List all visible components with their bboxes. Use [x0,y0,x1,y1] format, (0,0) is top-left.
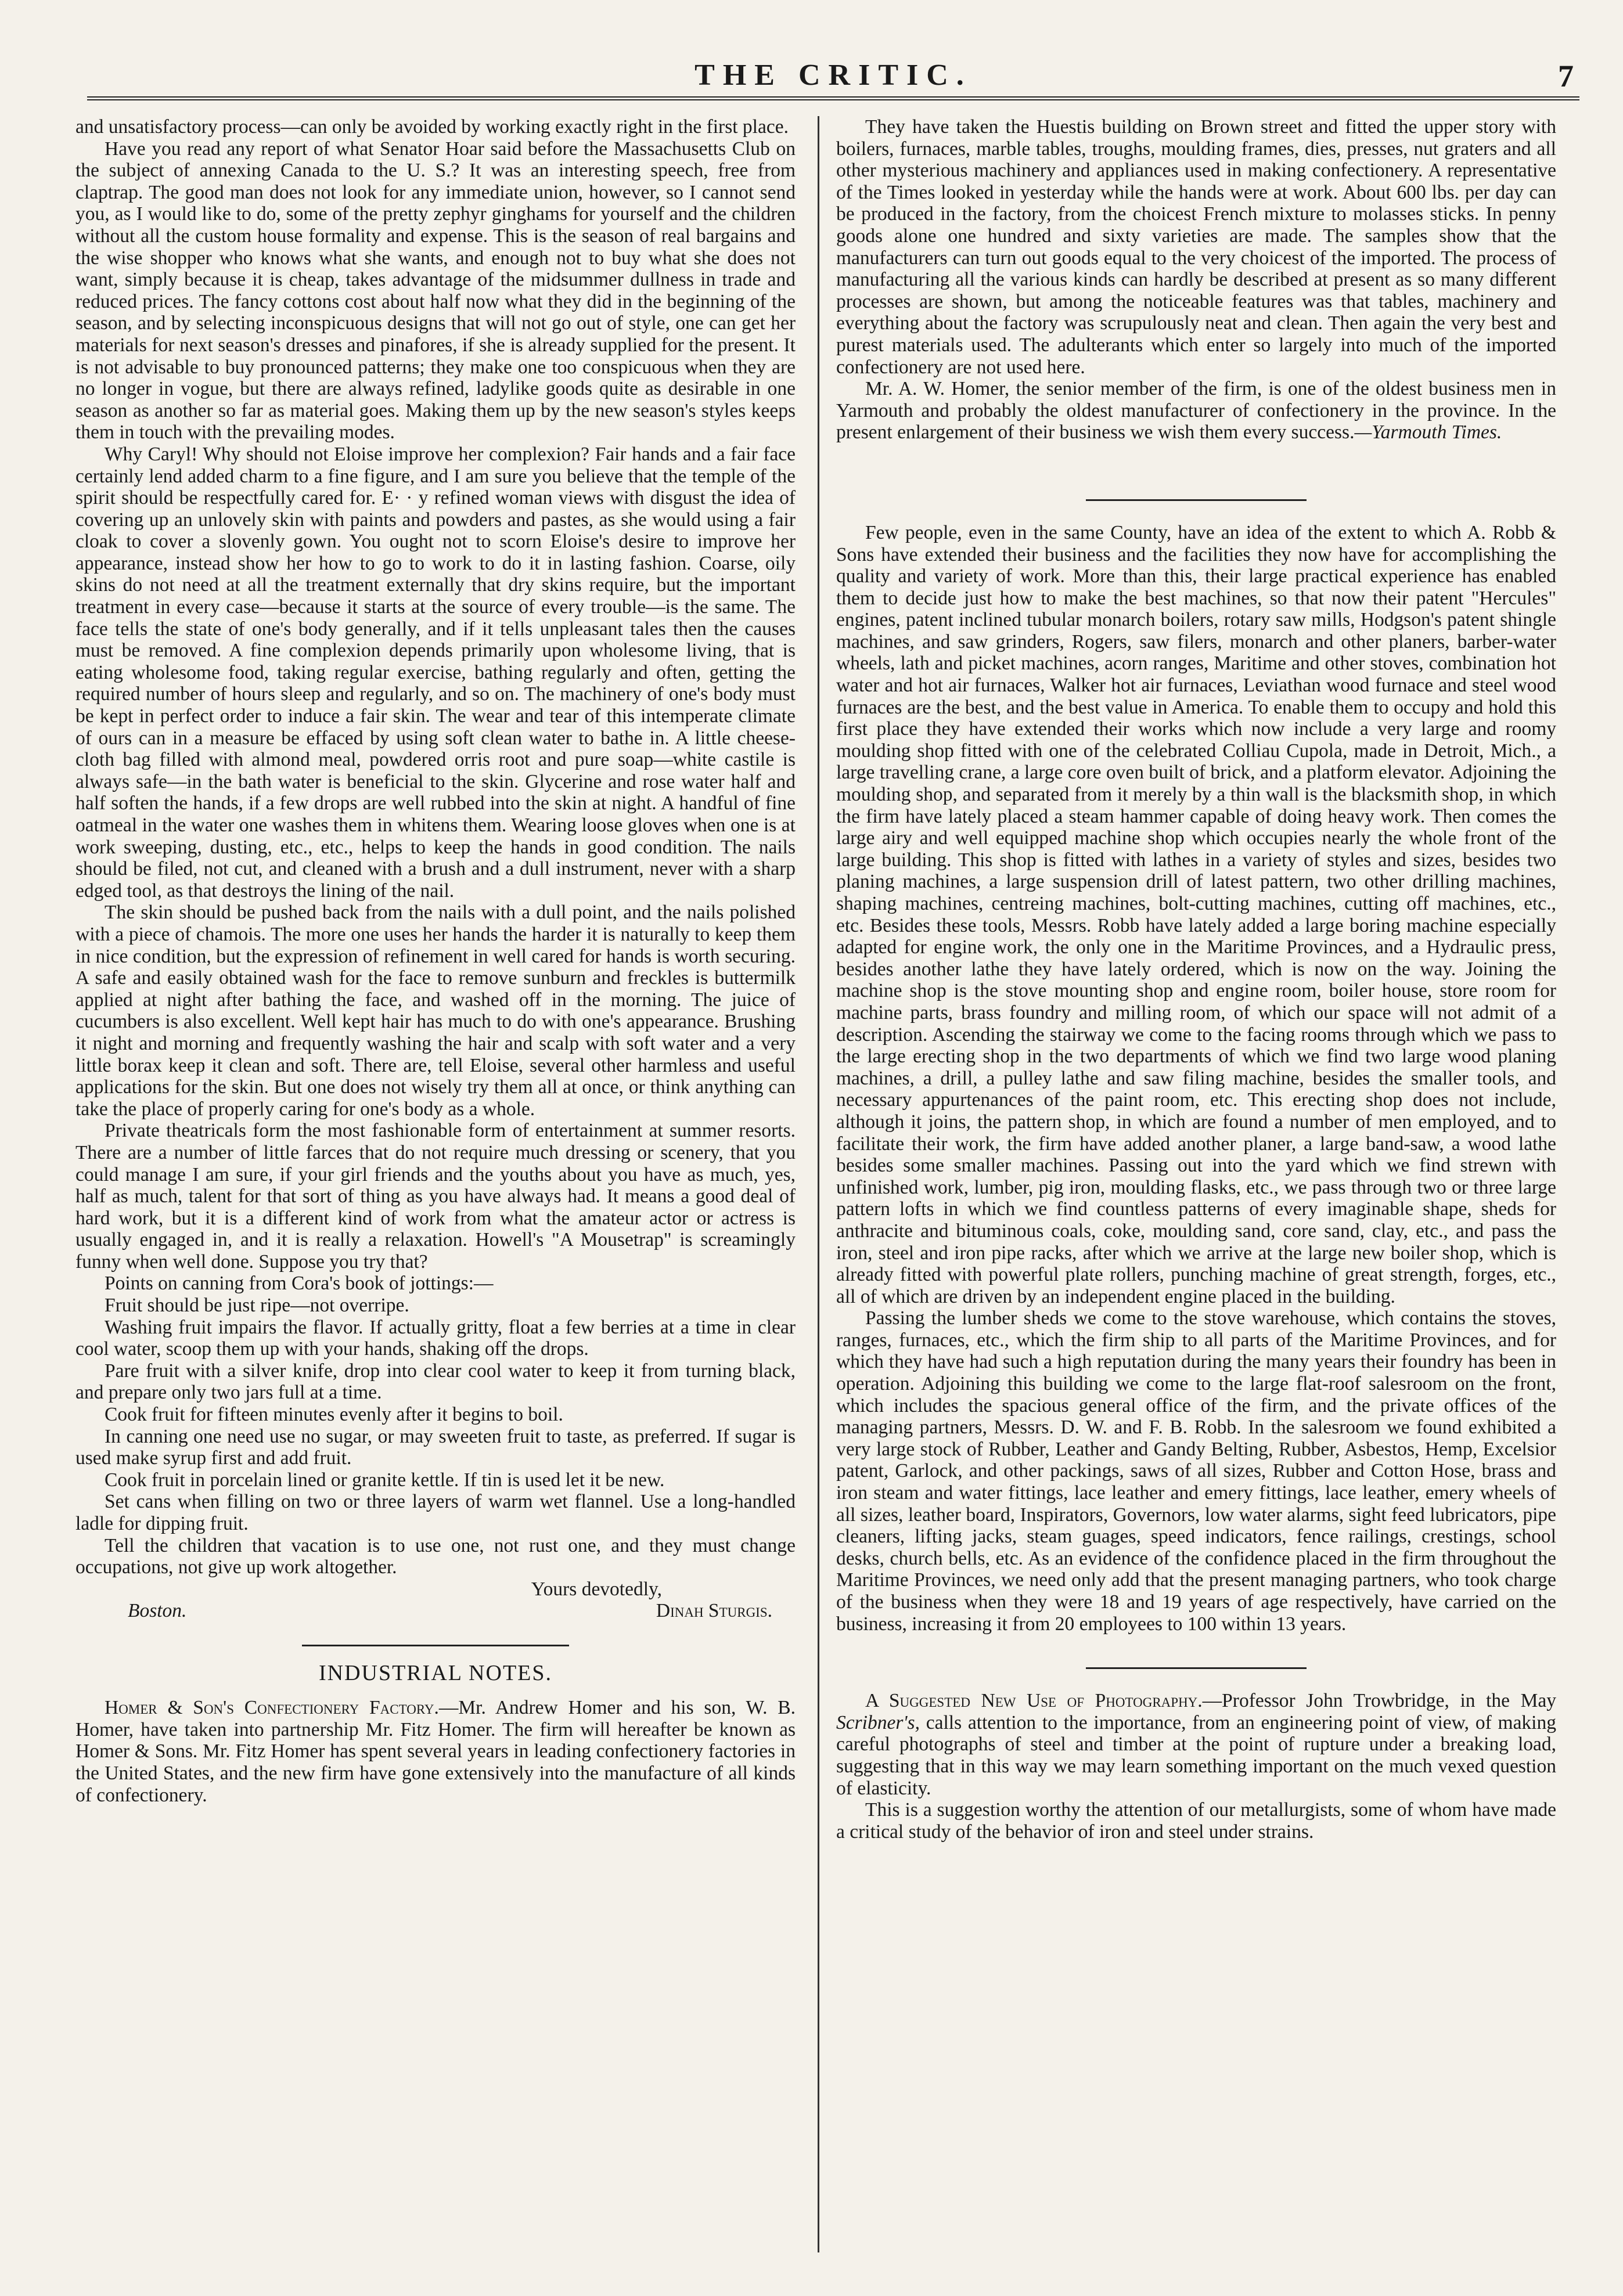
article-paragraph [836,378,1556,444]
article-paragraph: Points on canning from Cora's book of jottings:— [105,1273,494,1295]
article-paragraph: Private theatricals form the most fashionable form of entertainment at summer resorts. There are a number of little farces that do not require much dressing or scenery, that you could manage I am sure, if your girl friends and the youths about you have as much, yes, half as much, talent for that sort of thing as you have always had. It means a good deal of hard work, but it is a different kind of work from what the amateur actor or actress is usually engaged in, and it is really a relaxation. Howell's "A Mousetrap" is screamingly funny when well done. Suppose you try that? [75,1120,796,1273]
paragraph-text: Mr. A. W. Homer, the senior member of the firm, is one of the oldest business men in Yarmouth and probably the oldest manufacturer of confectionery in the province. In the present enlargement of their business we wish them every success. [836,378,1556,444]
letter-closing: Yours devotedly, [531,1578,662,1600]
article-paragraph: Cook fruit for fifteen minutes evenly after it begins to boil. [105,1404,563,1426]
right-column [836,116,1556,1843]
notes-body: —Mr. Andrew Homer and his son, W. B. Homer, have taken into partnership Mr. Fitz Homer. The firm will hereafter be known as Homer & Sons. Mr. Fitz Homer has spent several years in leading confectionery factories in the United States, and the new firm have gone extensively into the manufacture of all kinds of confectionery. [75,1697,796,1806]
notes-paragraph [75,1697,796,1806]
article-paragraph [836,1690,1556,1799]
page-number: 7 [1558,59,1574,93]
paragraph-gap [836,444,1556,467]
separator-rule [1086,499,1307,501]
article-paragraph: Cook fruit in porcelain lined or granite kettle. If tin is used let it be new. [105,1469,665,1491]
magazine-title: Scribner's, [836,1711,920,1733]
column-rule [818,116,819,2252]
article-paragraph: Set cans when filling on two or three layers of warm wet flannel. Use a long-handled ladle for dipping fruit. [75,1491,796,1534]
masthead-title: THE CRITIC. [694,59,972,92]
letter-signature: Dinah Sturgis. [656,1600,772,1622]
article-paragraph: Passing the lumber sheds we come to the stove warehouse, which contains the stoves, ranges, furnaces, etc., which the firm ship to all parts of the Maritime Provinces, and for which they have had such a high reputation during the many years their foundry has been in operation. Adjoining this building we come to the large flat-roof salesroom on the front, which includes the spacious general office of the firm, and the private offices of the managing partners, Messrs. D. W. and F. B. Robb. In the salesroom we found exhibited a very large stock of Rubber, Leather and Gandy Belting, Rubber, Asbestos, Hemp, Excelsior patent, Garlock, and other packings, saws of all sizes, Rubber and Cotton Hose, brass and iron steam and water fittings, lace leather and emery fittings, lace leather, emery wheels of all sizes, leather board, Inspirators, Governors, low water alarms, sight feed lubricators, pipe cleaners, lifting jacks, steam guages, speed indicators, fence railings, crestings, school desks, church bells, etc. As an evidence of the confidence placed in the firm throughout the Maritime Provinces, we need only add that the present managing partners, who took charge of the business when they were 18 and 19 years of age respectively, have carried on the business, increasing it from 20 employees to 100 within 13 years. [836,1307,1556,1635]
article-paragraph: Few people, even in the same County, have an idea of the extent to which A. Robb & Sons have extended their business and the facilities they now have for accomplishing the quality and variety of work. More than this, their large practical experience has enabled them to decide just how to make the best machines, so that now their patent "Hercules" engines, patent inclined tubular monarch boilers, rotary saw mills, Hodgson's patent shingle machines, and saw grinders, Rogers, saw filers, monarch and other planers, barber-water wheels, lath and picket machines, acorn ranges, Maritime and other stoves, combination hot water and hot air furnaces, Walker hot air furnaces, Leviathan wood furnace and steel wood furnaces are the best, and the best value in America. To enable them to occupy and hold this first place they have extended their works which now include a very large and roomy moulding shop fitted with one of the celebrated Colliau Cupola, made in Detroit, Mich., a large travelling crane, a large core oven built of brick, and a platform elevator. Adjoining the moulding shop, and separated from it merely by a thin wall is the blacksmith shop, in which the firm have lately placed a steam hammer capable of doing heavy work. Then comes the large airy and well equipped machine shop which occupies nearly the whole front of the large building. This shop is fitted with lathes in a variety of styles and sizes, besides two planing machines, a large suspension drill of latest pattern, two other drilling machines, shaping machines, centreing machines, bolt-cutting machines, cutting off machines, etc., etc. Besides these tools, Messrs. Robb have lately added a large boring machine especially adapted for engine work, the only one in the Maritime Provinces, and a Hydraulic press, besides another lathe they have lately ordered, which is now on the way. Joining the machine shop is the stove mounting shop and engine room, boiler house, store room for machine parts, brass foundry and milling room, of which our space will not admit of a description. Ascending the stairway we come to the facing rooms through which we pass to the large erecting shop in the two departments of which we find two large wood planing machines, a drill, a pulley lathe and saw filing machine, besides the smaller tools, and necessary appurtenances of the paint room, etc. This erecting shop does not include, although it joins, the pattern shop, in which are found a number of men employed, and to facilitate their work, the firm have added another planer, a large band-saw, a wood lathe besides some smaller machines. Passing out into the yard which we find strewn with unfinished work, lumber, pig iron, moulding flasks, etc., we pass through two or three large pattern lofts in which we find countless patterns of every imaginable shape, sheds for anthracite and bituminous coals, coke, moulding sand, core sand, clay, etc., and pass the iron, steel and iron pipe racks, after which we arrive at the large new boiler shop, which is already fitted with powerful plate rollers, punching machine of great strength, forges, etc., all of which are driven by an independent engine placed in the building. [836,521,1556,1307]
section-ornament [75,1630,796,1652]
article-paragraph: Tell the children that vacation is to use one, not rust one, and they must change occupations, not give up work altogether. [75,1534,796,1578]
article-paragraph: This is a suggestion worthy the attention of our metallurgists, some of whom have made a critical study of the behavior of iron and steel under strains. [836,1799,1556,1843]
ornament-rule [302,1645,569,1646]
article-paragraph: Pare fruit with a silver knife, drop into clear cool water to keep it from turning black, and prepare only two jars full at a time. [75,1360,796,1404]
article-paragraph: Why Caryl! Why should not Eloise improve her complexion? Fair hands and a fair face certainly lend added charm to a fine figure, and I am sure you believe that the temple of the spirit should be respectfully cared for. E· · y refined woman views with disgust the idea of covering up an unlovely skin with paints and powders and pastes, as she would using a fair cloak to cover a slovenly gown. You ought not to scorn Eloise's desire to improve her appearance, instead show her how to go to work to do it in lasting fashion. Coarse, oily skins do not need at all the treatment externally that dry skins require, but the important treatment in every case—because it starts at the source of every trouble—is the same. The face tells the state of one's body generally, and if it tells unpleasant tales then the causes must be removed. A fine complexion depends primarily upon wholesome living, that is eating wholesome food, taking regular exercise, bathing regularly and often, getting the required number of hours sleep and regularly, and so on. The machinery of one's body must be kept in perfect order to induce a fair skin. The wear and tear of this intemperate climate of ours can in a measure be effaced by using soft clean water to bathe in. A little cheese-cloth bag filled with almond meal, powdered orris root and pure soap—white castile is always safe—in the bath water is beneficial to the skin. Glycerine and rose water half and half soften the hands, if a few drops are well rubbed into the skin at night. A handful of fine oatmeal in the water one washes them in whitens them. Wearing loose gloves when one is at work sweeping, dusting, etc., etc., helps to keep the hands in good condition. The nails should be filed, not cut, and cleaned with a brush and a dull instrument, never with a sharp edged tool, as that destroys the lining of the nail. [75,443,796,902]
article-paragraph: In canning one need use no sugar, or may sweeten fruit to taste, as preferred. If sugar is used make syrup first and add fruit. [75,1425,796,1469]
section-heading: INDUSTRIAL NOTES. [318,1660,552,1685]
left-column [75,116,796,1806]
masthead [87,56,1579,100]
article-paragraph: Have you read any report of what Senator Hoar said before the Massachusetts Club on the subject of annexing Canada to the U. S.? It was an interesting speech, free from claptrap. The good man does not look for any immediate union, however, so I cannot send you, as I would like to do, some of the pretty zephyr ginghams for yourself and the children without all the custom house formality and expense. This is the season of real bargains and the wise shopper who knows what she wants, and enough not to buy what she does not want, simply because it is cheap, takes advantage of the midsummer dullness in trade and reduced prices. The fancy cottons cost about half now what they did in the beginning of the season, and by selecting inconspicuous designs that will not go out of style, one can get her materials for next season's dresses and pinafores, if she is already supplied for the present. It is not advisable to buy pronounced patterns; they make one too conspicuous when they are no longer in vogue, but there are always refined, ladylike goods quite as desirable in one season as another so far as material goes. Making them up by the new season's styles keeps them in touch with the prevailing modes. [75,138,796,444]
notes-headline: Homer & Son's Confectionery Factory. [105,1697,439,1719]
letter-place: Boston. [128,1600,187,1622]
article-paragraph: The skin should be pushed back from the nails with a dull point, and the nails polished with a piece of chamois. The more one uses her hands the harder it is naturally to keep them in nice condition, but the expression of refinement in well cared for hands is worth securing. A safe and easily obtained wash for the face to remove sunburn and freckles is buttermilk applied at night after bathing the face, and washed off in the morning. The juice of cucumbers is also excellent. Well kept hair has much to do with one's appearance. Brushing it night and morning and frequently washing the hair and scalp with soft water and a very little borax keep it clean and soft. There are, tell Eloise, several other harmless and useful applications for the skin. But one does not wisely try them all at once, or think anything can take the place of properly caring for one's body as a whole. [75,902,796,1120]
article-paragraph: and unsatisfactory process—can only be avoided by working exactly right in the first place. [75,116,789,138]
paragraph-text: —Professor John Trowbridge, in the May [1202,1690,1557,1712]
letter-signature-line [75,1600,796,1622]
paragraph-text: calls attention to the importance, from an engineering point of view, of making careful photographs of steel and timber at the point of rupture under a breaking load, suggesting that in this way we may learn something important on the much vexed question of elasticity. [836,1711,1556,1799]
article-paragraph: They have taken the Huestis building on Brown street and fitted the upper story with boilers, furnaces, marble tables, troughs, moulding frames, dies, presses, nut graters and all other mysterious machinery and appliances used in making confectionery. A representative of the Times looked in yesterday while the hands were at work. About 600 lbs. per day can be produced in the factory, from the choicest French mixture to molasses sticks. In penny goods alone one hundred and sixty varieties are made. The samples show that the manufacturers can turn out goods equal to the very choicest of the imported. The process of manufacturing all the various kinds can hardly be described at present as so many different processes are shown, but among the noticeable features was that tables, machinery and everything about the factory was scrupulously neat and clean. Then again the very best and purest materials used. The adulterants which enter so largely into much of the imported confectionery are not used here. [836,116,1556,378]
separator-rule [1086,1667,1307,1669]
notes-headline: A Suggested New Use of Photography. [865,1690,1203,1712]
article-paragraph: Washing fruit impairs the flavor. If actually gritty, float a few berries at a time in clear cool water, scoop them up with your hands, shaking off the drops. [75,1316,796,1360]
source-credit: —Yarmouth Times. [1354,421,1502,444]
article-paragraph: Fruit should be just ripe—not overripe. [105,1295,409,1317]
